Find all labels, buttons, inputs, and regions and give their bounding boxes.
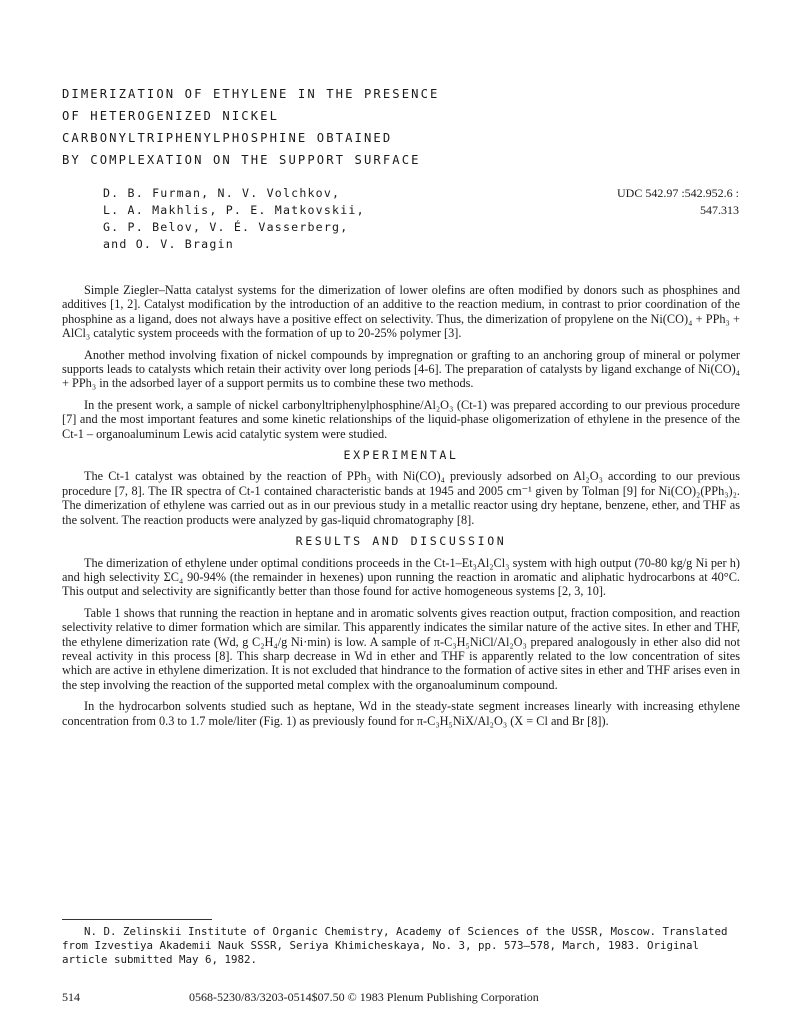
udc-line: UDC 542.97 :542.952.6 :	[616, 186, 739, 200]
title-line: OF HETEROGENIZED NICKEL	[62, 109, 280, 123]
footnote: N. D. Zelinskii Institute of Organic Chemistry, Academy of Sciences of the USSR, Moscow. Translated from Izvestiya Akademii Nauk SSSR, Seriya Khimicheskaya, No. 3, pp. 573–578, March, 1983. Original article submitted May 6, 1982.	[62, 925, 728, 967]
udc-line: 547.313	[700, 203, 739, 217]
paragraph-results-3: In the hydrocarbon solvents studied such as heptane, Wd in the steady-state segment increases linearly with increasing ethylene concentration from 0.3 to 1.7 mole/liter (Fig. 1) as previously found for π-C₃H₅NiX/Al₂O₃ (X = Cl and Br [8]).	[62, 699, 740, 728]
paragraph-results-2: Table 1 shows that running the reaction in heptane and in aromatic solvents gives reaction output, fraction composition, and reaction selectivity relative to dimer formation which are similar. This apparently indicates the similar nature of the active sites. In ether and THF, the ethylene dimerization rate (Wd, g C₂H₄/g Ni·min) is low. A sample of π-C₃H₅NiCl/Al₂O₃ prepared analogously in ether also did not reveal activity in this process [8]. This sharp decrease in Wd in ether and THF is apparently related to the low concentration of sites which are active in ethylene dimerization. It is not excluded that hindrance to the formation of active sites in ether and THF arises even in the step involving the reaction of the supported metal complex with the organoaluminum compound.	[62, 605, 740, 692]
author-line: L. A. Makhlis, P. E. Matkovskii,	[103, 203, 365, 217]
page-number: 514	[62, 990, 80, 1004]
paragraph-experimental: The Ct-1 catalyst was obtained by the reaction of PPh₃ with Ni(CO)₄ previously adsorbed on Al₂O₃ according to our previous procedure [7, 8]. The IR spectra of Ct-1 contained characteristic bands at 1945 and 2005 cm⁻¹ given by Tolman [9] for Ni(CO)₂(PPh₃)₂. The dimerization of ethylene was carried out as in our previous study in a metallic reactor using dry heptane, benzene, ether, and THF as the solvent. The reaction products were analyzed by gas-liquid chromatography [8].	[62, 469, 740, 527]
section-heading-experimental: EXPERIMENTAL	[343, 448, 459, 463]
paragraph-fixation: Another method involving fixation of nickel compounds by impregnation or grafting to an anchoring group of mineral or polymer supports leads to catalysts which retain their activity over long periods [4-6]. The preparation of catalysts by ligand exchange of Ni(CO)₄ + PPh₃ in the adsorbed layer of a support permits us to combine these two methods.	[62, 347, 740, 391]
footnote-divider	[62, 919, 212, 920]
author-line: G. P. Belov, V. É. Vasserberg,	[103, 220, 349, 234]
paragraph-results-1: The dimerization of ethylene under optimal conditions proceeds in the Ct-1–Et₃Al₂Cl₃ system with high output (70-80 kg/g Ni per h) and high selectivity ΣC₄ 90-94% (the remainder in hexenes) upon running the reaction in aromatic and aliphatic hydrocarbons at 40°C. This output and selectivity are significantly better than those found for active homogeneous systems [2, 3, 10].	[62, 555, 740, 599]
udc-code	[617, 185, 739, 219]
copyright-line: 0568-5230/83/3203-0514$07.50 © 1983 Plenum Publishing Corporation	[189, 990, 539, 1004]
article-title	[62, 83, 582, 171]
paragraph-present-work: In the present work, a sample of nickel carbonyltriphenylphosphine/Al₂O₃ (Ct-1) was prepared according to our previous procedure [7] and the most important features and some kinetic relationships of the liquid-phase oligomerization of ethylene in the presence of the Ct-1 – organoaluminum Lewis acid catalytic system were studied.	[62, 397, 740, 441]
title-line: DIMERIZATION OF ETHYLENE IN THE PRESENCE	[62, 87, 440, 101]
article-body	[62, 283, 740, 735]
title-line: CARBONYLTRIPHENYLPHOSPHINE OBTAINED	[62, 131, 393, 145]
title-line: BY COMPLEXATION ON THE SUPPORT SURFACE	[62, 153, 421, 167]
author-list	[103, 185, 523, 253]
author-line: and O. V. Bragin	[103, 237, 234, 251]
paragraph-intro: Simple Ziegler–Natta catalyst systems for the dimerization of lower olefins are often modified by donors such as phosphines and additives [1, 2]. Catalyst modification by the introduction of an additive to the reaction medium, in contrast to prior coordination of the phosphine as a ligand, does not always have a positive effect on selectivity. Thus, the dimerization of propylene on the Ni(CO)₄ + PPh₃ + AlCl₃ catalytic system proceeds with the formation of up to 20-25% polymer [3].	[62, 283, 740, 341]
author-line: D. B. Furman, N. V. Volchkov,	[103, 186, 341, 200]
section-heading-results: RESULTS AND DISCUSSION	[295, 534, 507, 549]
